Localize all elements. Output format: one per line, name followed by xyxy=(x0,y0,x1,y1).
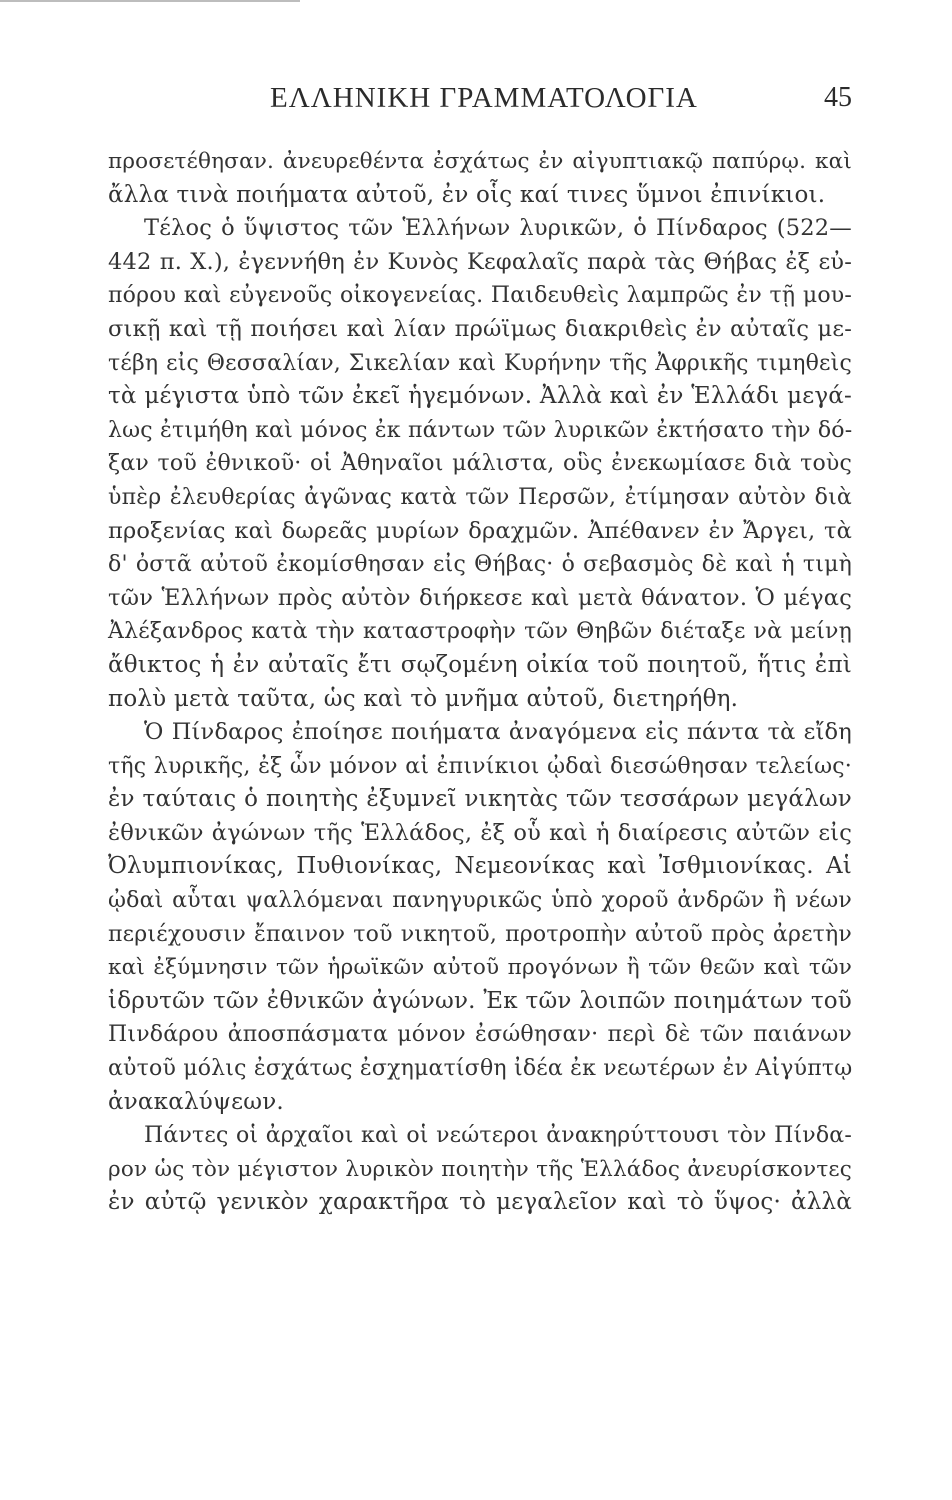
paragraph xyxy=(108,716,852,1119)
paragraph xyxy=(108,145,852,212)
text-line: δ' ὀστᾶ αὐτοῦ ἐκομίσθησαν εἰς Θήβας· ὁ σεβασμὸς δὲ καὶ ἡ τιμὴ xyxy=(108,552,852,578)
text-line: ξαν τοῦ ἐθνικοῦ· οἱ Ἀθηναῖοι μάλιστα, οὓς ἐνεκωμίασε διὰ τοὺς xyxy=(108,451,852,477)
text-line: 442 π. Χ.), ἐγεννήθη ἐν Κυνὸς Κεφαλαῖς παρὰ τὰς Θήβας ἐξ εὐ- xyxy=(108,248,852,275)
text-line: Πινδάρου ἀποσπάσματα μόνον ἐσώθησαν· περὶ δὲ τῶν παιάνων xyxy=(108,1022,852,1048)
text-line: ἐν ταύταις ὁ ποιητὴς ἐξυμνεῖ νικητὰς τῶν τεσσάρων μεγάλων xyxy=(108,786,852,813)
running-title: ΕΛΛΗΝΙΚΗ ΓΡΑΜΜΑΤΟΛΟΓΙΑ xyxy=(270,82,698,114)
scan-edge-rule xyxy=(0,0,300,2)
text-line: καὶ ἐξύμνησιν τῶν ἡρωϊκῶν αὐτοῦ προγόνων ἢ τῶν θεῶν καὶ τῶν xyxy=(108,955,852,981)
text-line: ἐθνικῶν ἀγώνων τῆς Ἑλλάδος, ἐξ οὗ καὶ ἡ διαίρεσις αὐτῶν εἰς xyxy=(108,819,852,846)
text-line: ἄλλα τινὰ ποιήματα αὐτοῦ, ἐν οἷς καί τινες ὕμνοι ἐπινίκιοι. xyxy=(108,181,826,208)
running-head xyxy=(110,82,852,122)
text-line: τῶν Ἑλλήνων πρὸς αὐτὸν διήρκεσε καὶ μετὰ θάνατον. Ὁ μέγας xyxy=(108,584,852,611)
text-line: λως ἐτιμήθη καὶ μόνος ἐκ πάντων τῶν λυρικῶν ἐκτήσατο τὴν δό- xyxy=(108,417,853,443)
text-line: περιέχουσιν ἔπαινον τοῦ νικητοῦ, προτροπὴν αὐτοῦ πρὸς ἀρετὴν xyxy=(108,921,852,947)
text-line: Ὁ Πίνδαρος ἐποίησε ποιήματα ἀναγόμενα εἰς πάντα τὰ εἴδη xyxy=(144,719,852,746)
text-line: Ἀλέξανδρος κατὰ τὴν καταστροφὴν τῶν Θηβῶν διέταξε νὰ μείνῃ xyxy=(108,619,852,645)
text-line: σικῇ καὶ τῇ ποιήσει καὶ λίαν πρώϊμως διακριθεὶς ἐν αὐταῖς με- xyxy=(108,315,852,342)
text-line: Τέλος ὁ ὕψιστος τῶν Ἑλλήνων λυρικῶν, ὁ Πίνδαρος (522— xyxy=(144,215,852,242)
text-line: προσετέθησαν. ἀνευρεθέντα ἐσχάτως ἐν αἰγυπτιακῷ παπύρῳ. καὶ xyxy=(108,149,852,174)
text-line: πολὺ μετὰ ταῦτα, ὡς καὶ τὸ μνῆμα αὐτοῦ, διετηρήθη. xyxy=(108,685,739,712)
text-line: πόρου καὶ εὐγενοῦς οἰκογενείας. Παιδευθεὶς λαμπρῶς ἐν τῇ μου- xyxy=(108,283,852,309)
text-line: προξενίας καὶ δωρεᾶς μυρίων δραχμῶν. Ἀπέθανεν ἐν Ἄργει, τὰ xyxy=(108,517,852,544)
text-line: ὑπὲρ ἐλευθερίας ἀγῶνας κατὰ τῶν Περσῶν, ἐτίμησαν αὐτὸν διὰ xyxy=(108,484,852,510)
text-line: ἱδρυτῶν τῶν ἐθνικῶν ἀγώνων. Ἐκ τῶν λοιπῶν ποιημάτων τοῦ xyxy=(108,987,852,1014)
text-line: τῆς λυρικῆς, ἐξ ὧν μόνον αἱ ἐπινίκιοι ᾠδαὶ διεσώθησαν τελείως· xyxy=(108,753,852,779)
paragraph xyxy=(108,1119,852,1220)
text-line: Ὀλυμπιονίκας, Πυθιονίκας, Νεμεονίκας καὶ Ἰσθμιονίκας. Αἱ xyxy=(108,853,852,880)
text-line: ἐν αὐτῷ γενικὸν χαρακτῆρα τὸ μεγαλεῖον καὶ τὸ ὕψος· ἀλλὰ xyxy=(108,1189,852,1216)
body-text xyxy=(108,145,852,1220)
text-line: ἄθικτος ἡ ἐν αὐταῖς ἔτι σῳζομένη οἰκία τοῦ ποιητοῦ, ἥτις ἐπὶ xyxy=(108,651,852,678)
text-line: τέβη εἰς Θεσσαλίαν, Σικελίαν καὶ Κυρήνην τῆς Ἀφρικῆς τιμηθεὶς xyxy=(108,350,852,376)
text-line: αὐτοῦ μόλις ἐσχάτως ἐσχηματίσθη ἰδέα ἐκ νεωτέρων ἐν Αἰγύπτῳ xyxy=(108,1056,853,1082)
text-line: ᾠδαὶ αὗται ψαλλόμεναι πανηγυρικῶς ὑπὸ χοροῦ ἀνδρῶν ἢ νέων xyxy=(108,888,852,914)
page-number: 45 xyxy=(824,82,852,113)
text-line: τὰ μέγιστα ὑπὸ τῶν ἐκεῖ ἡγεμόνων. Ἀλλὰ καὶ ἐν Ἑλλάδι μεγά- xyxy=(108,383,852,410)
text-line: ἀνακαλύψεων. xyxy=(108,1088,284,1115)
text-line: Πάντες οἱ ἀρχαῖοι καὶ οἱ νεώτεροι ἀνακηρύττουσι τὸν Πίνδα- xyxy=(144,1123,852,1149)
paragraph xyxy=(108,212,852,716)
text-line: ρον ὡς τὸν μέγιστον λυρικὸν ποιητὴν τῆς Ἑλλάδος ἀνευρίσκοντες xyxy=(108,1156,852,1182)
